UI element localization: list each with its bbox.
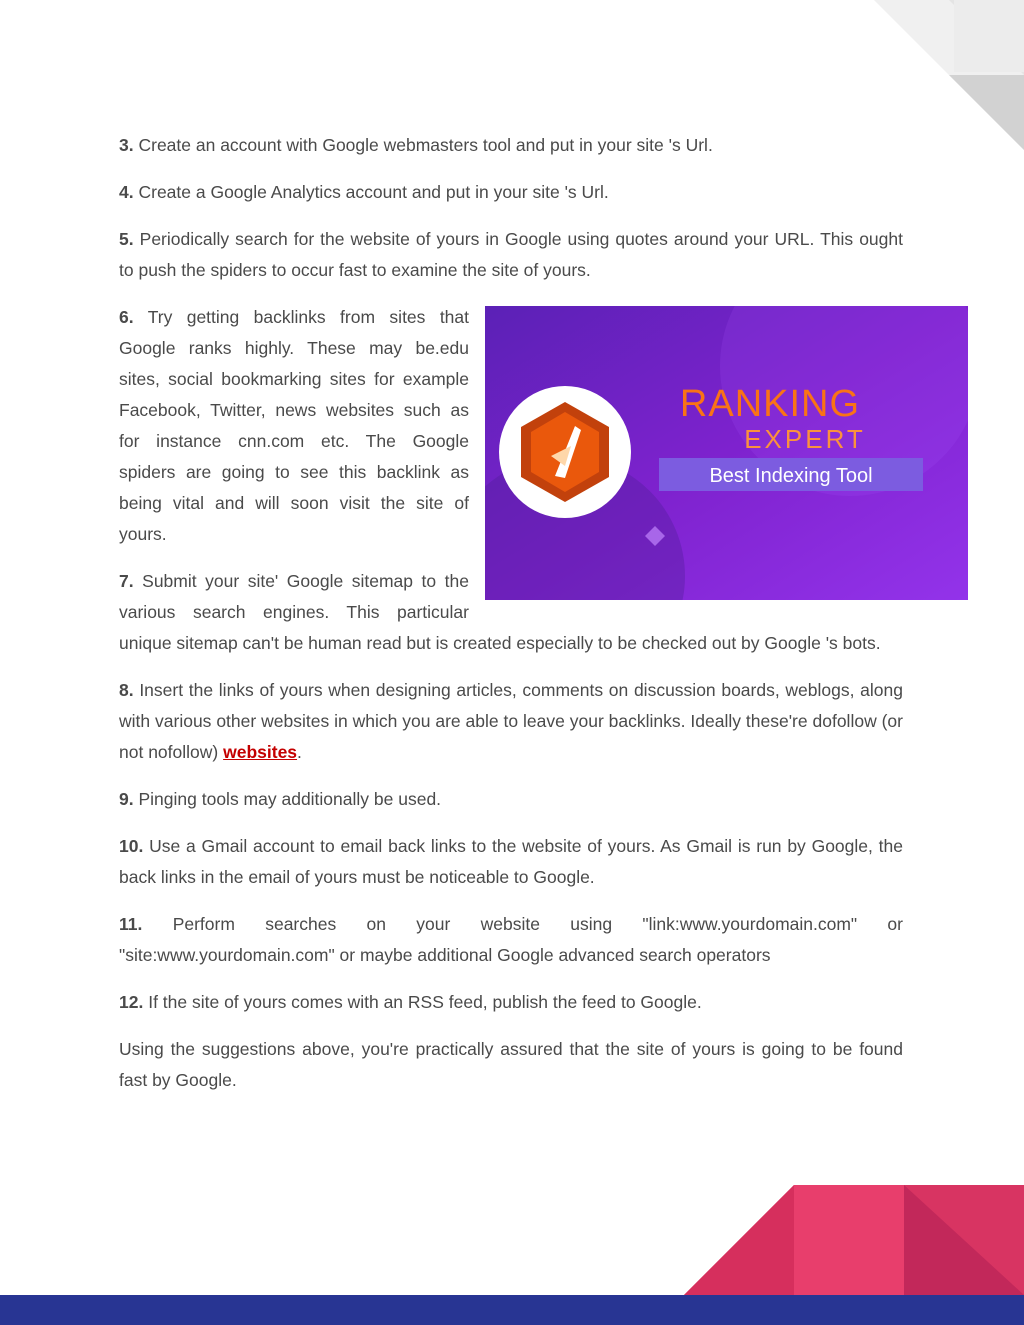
item-number: 12.	[119, 992, 144, 1012]
websites-link[interactable]: websites	[223, 742, 298, 762]
item-text: Try getting backlinks from sites that Google ranks highly. These may be.edu sites, social bookmarking sites for example Facebook, Twitter, news websites such as for instance cnn.com etc. The Google spiders are going to see this backlink as being vital and will soon visit the site of yours.	[119, 307, 470, 544]
ranking-expert-banner-image	[485, 306, 968, 600]
item-number: 7.	[119, 571, 134, 591]
item-number: 6.	[119, 307, 134, 327]
item-number: 5.	[119, 229, 134, 249]
item-text: If the site of yours comes with an RSS feed, publish the feed to Google.	[148, 992, 702, 1012]
item-text: Periodically search for the website of yours in Google using quotes around your URL. This ought to push the spiders to occur fast to examine the site of yours.	[119, 229, 903, 280]
item-punctuation: .	[297, 742, 302, 762]
item-text: Submit your site' Google sitemap to the various search engines. This particular unique sitemap can't be human read but is created especially to be checked out by Google 's bots.	[119, 571, 881, 653]
list-item-5	[119, 224, 903, 286]
closing-paragraph: Using the suggestions above, you're practically assured that the site of yours is going to be found fast by Google.	[119, 1039, 903, 1090]
list-item-11	[119, 909, 903, 971]
corner-decoration-bottom	[684, 1185, 1024, 1295]
list-item-8	[119, 675, 903, 768]
svg-text:RANKING: RANKING	[679, 383, 861, 425]
item-text: Create an account with Google webmasters tool and put in your site 's Url.	[138, 135, 713, 155]
list-item-12	[119, 987, 903, 1018]
item-text: Create a Google Analytics account and put in your site 's Url.	[138, 182, 609, 202]
item-text: Use a Gmail account to email back links to the website of yours. As Gmail is run by Google, the back links in the email of yours must be noticeable to Google.	[119, 836, 903, 887]
item-text: Perform searches on your website using "link:www.yourdomain.com" or "site:www.yourdomain.com" or maybe additional Google advanced search operators	[119, 914, 903, 965]
item-number: 8.	[119, 680, 134, 700]
item-number: 11.	[119, 914, 143, 934]
item-text: Insert the links of yours when designing articles, comments on discussion boards, weblogs, along with various other websites in which you are able to leave your backlinks. Ideally these're dofollow (or not nofollow)	[119, 680, 903, 762]
list-item-4	[119, 177, 903, 208]
list-item-9	[119, 784, 903, 815]
list-item-10	[119, 831, 903, 893]
item-number: 9.	[119, 789, 134, 809]
svg-text:EXPERT: EXPERT	[744, 424, 866, 454]
tagline-text: Best Indexing Tool	[709, 465, 873, 487]
footer-band	[0, 1295, 1024, 1325]
document-body	[119, 130, 903, 1112]
item-number: 4.	[119, 182, 134, 202]
list-item-3	[119, 130, 903, 161]
item-number: 3.	[119, 135, 134, 155]
item-text: Pinging tools may additionally be used.	[138, 789, 442, 809]
item-number: 10.	[119, 836, 144, 856]
corner-decoration-top	[874, 0, 1024, 150]
